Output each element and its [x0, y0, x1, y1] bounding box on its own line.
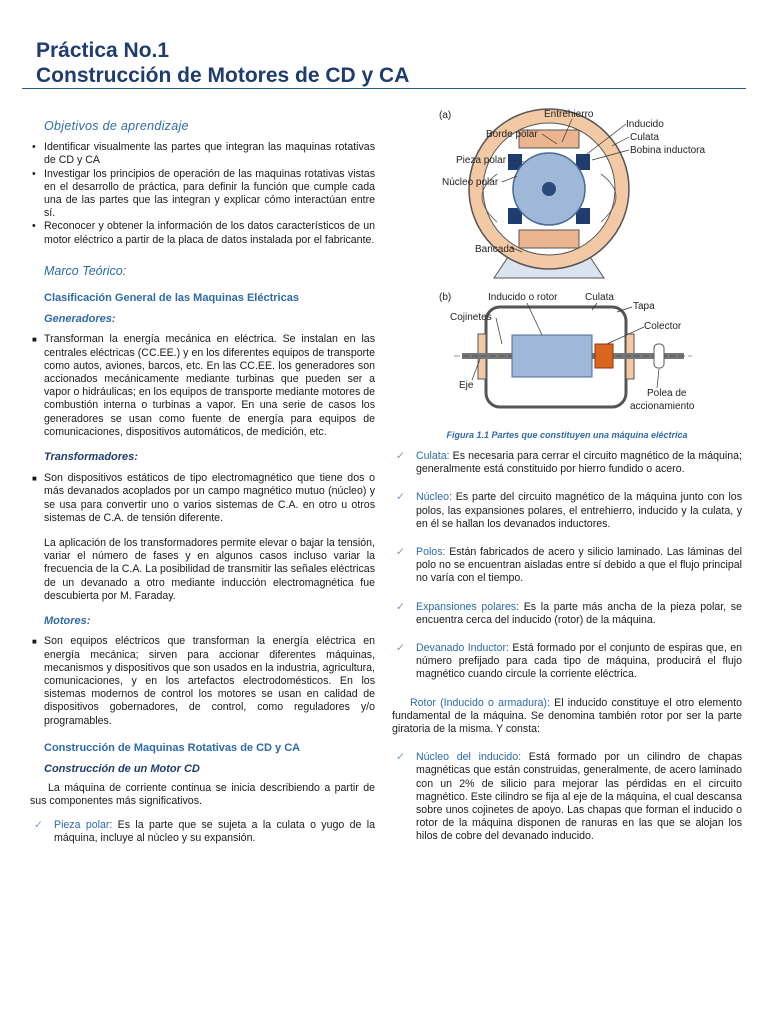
- generadores-text: ■ Transforman la energía mecánica en eléctrica. Se instalan en las centrales eléctricas (CC.EE.) y en los diferentes equipos de transporte como autos, aviones, barcos, etc. En las CC.EE. los generadores son accionados mecánicamente mediante turbinas que pueden ser a vapor o hidráulicas; en los equipos de transporte mediante motores de combustión interna o turbinas a vapor. En una serie de casos los generadores se usan como fuente de energía para equipos de comunicaciones, dispositivos automáticos, de medición, etc.: [32, 333, 375, 438]
- label-eje: Eje: [459, 380, 474, 391]
- objetivos-heading: Objetivos de aprendizaje: [44, 119, 189, 133]
- page-title: [36, 38, 409, 88]
- check-icon: ✓: [396, 642, 405, 655]
- label-colector: Colector: [644, 321, 682, 332]
- figure-caption: Figura 1.1 Partes que constituyen una máquina eléctrica: [446, 430, 688, 440]
- label-polea: Polea de: [647, 388, 687, 399]
- title-line-1: Práctica No.1: [36, 39, 170, 62]
- label-nucleo-polar: Núcleo polar: [442, 177, 499, 188]
- label-borde-polar: Borde polar: [486, 129, 538, 140]
- check-icon: ✓: [396, 491, 405, 504]
- devanado-item: ✓ Devanado Inductor: Está formado por el conjunto de espiras que, en número prefijado para cada tipo de máquina, producirá el flujo magnético cuando circule la corriente eléctrica.: [396, 642, 742, 681]
- label-accionamiento: accionamiento: [630, 401, 695, 412]
- left-column: [30, 118, 375, 845]
- culata-item: ✓ Culata: Es necesaria para cerrar el circuito magnético de la máquina; generalmente está constituido por hierro fundido o acero.: [396, 450, 742, 476]
- expansiones-item: ✓ Expansiones polares: Es la parte más ancha de la pieza polar, se encuentra cerca del inducido (rotor) de la máquina.: [396, 600, 742, 626]
- rotor-paragraph: Rotor (Inducido o armadura): El inducido constituye el otro elemento fundamental de la máquina. Se denomina también rotor por ser la parte giratoria de la misma. Y consta:: [392, 696, 742, 736]
- label-inducido: Inducido: [626, 119, 664, 130]
- label-culata: Culata: [630, 132, 659, 143]
- label-inducido-rotor: Inducido o rotor: [488, 292, 558, 303]
- transformadores-text-2: La aplicación de los transformadores permite elevar o bajar la tensión, variar el número de fases y en algunos casos incluso variar la frecuencia de la C.A. La posibilidad de transmitir las señales eléctricas de un devanado a otro mediante inducción electromagnética fue descubierta por M. Faraday.: [44, 537, 375, 602]
- fig-a-label: (a): [439, 110, 452, 121]
- pieza-polar-item: ✓ Pieza polar: Es la parte que se sujeta a la culata o yugo de la máquina, incluye al núcleo y su expansión.: [34, 818, 375, 844]
- check-icon: ✓: [396, 751, 405, 764]
- label-entrehierro: Entrehierro: [544, 109, 594, 120]
- clasificacion-heading: Clasificación General de las Maquinas Eléctricas: [44, 292, 299, 305]
- polos-item: ✓ Polos: Están fabricados de acero y silicio laminado. Las láminas del polo no se encuentran aisladas entre sí debido a que el flujo principal no varía con el tiempo.: [396, 546, 742, 585]
- label-pieza-polar: Pieza polar: [456, 155, 507, 166]
- construccion-heading: Construcción de Maquinas Rotativas de CD y CA: [44, 741, 301, 754]
- motores-text: ■ Son equipos eléctricos que transforman la energía eléctrica en energía mecánica; sirven para accionar diferentes máquinas, mecanismos y dispositivos que son usados en la industria, agricultura, comunicaciones, y en los artefactos electrodomésticos. En los sistemas modernos de control los motores se usan en calidad de dispositivos gobernadores, de control, como reguladores y/o programables.: [32, 635, 375, 727]
- label-culata-b: Culata: [585, 292, 614, 303]
- motor-cd-text: La máquina de corriente continua se inicia describiendo a partir de sus componentes más significativos.: [30, 782, 375, 808]
- check-icon: ✓: [396, 600, 405, 613]
- motor-cd-heading: Construcción de un Motor CD: [44, 762, 200, 775]
- check-icon: ✓: [396, 546, 405, 559]
- fig-b-label: (b): [439, 292, 452, 303]
- nucleo-inducido-item: ✓ Núcleo del inducido: Está formado por un cilindro de chapas magnéticas que están construidas, generalmente, de acero laminado con un 2% de silicio para mejorar las pérdidas en el circuito magnético. Este cilindro se fija al eje de la máquina, el cual descansa sobre unos cojinetes de apoyo. Las chapas que forman el inducido o rotor de la máquina disponen de ranuras en las que se alojan los hilos de cobre del devanado inducido.: [396, 751, 743, 843]
- motor-figure: [392, 104, 742, 426]
- marco-teorico-heading: Marco Teórico:: [44, 263, 127, 278]
- check-icon: ✓: [34, 818, 43, 831]
- label-bobina-inductora: Bobina inductora: [630, 145, 706, 156]
- title-rule: [22, 88, 746, 89]
- check-icon: ✓: [396, 450, 405, 462]
- label-bancada: Bancada: [475, 244, 515, 255]
- transformadores-heading: Transformadores:: [44, 451, 138, 464]
- right-column: [392, 450, 742, 844]
- generadores-heading: Generadores:: [44, 313, 116, 326]
- label-tapa: Tapa: [633, 301, 655, 312]
- motores-heading: Motores:: [44, 615, 91, 628]
- nucleo-item: ✓ Núcleo: Es parte del circuito magnético de la máquina junto con los polos, las expansiones polares, el entrehierro, inducido y la culata, y en él se hallan los devanados inductores.: [396, 491, 742, 530]
- transformadores-text: ■ Son dispositivos estáticos de tipo electromagnético que tiene dos o más devanados acoplados por un campo magnético mutuo (núcleo) y se usa para convertir uno o varios sistemas de C.A. en otro u otros sistemas de C.A. de tensión diferente.: [32, 472, 375, 524]
- objetivo-item: • Investigar los principios de operación de las maquinas rotativas vistas en el desarrollo de práctica, para definir la función que cumple cada una de las partes que las integran y explicar cómo interactúan entre sí.: [32, 167, 375, 220]
- objetivo-item: • Reconocer y obtener la información de los datos característicos de un motor eléctrico a partir de la placa de datos instalada por el fabricante.: [32, 220, 375, 246]
- objetivo-item: • Identificar visualmente las partes que integran las maquinas rotativas de CD y CA: [32, 141, 375, 167]
- label-cojinetes: Cojinetes: [450, 312, 492, 323]
- title-line-2: Construcción de Motores de CD y CA: [36, 64, 410, 87]
